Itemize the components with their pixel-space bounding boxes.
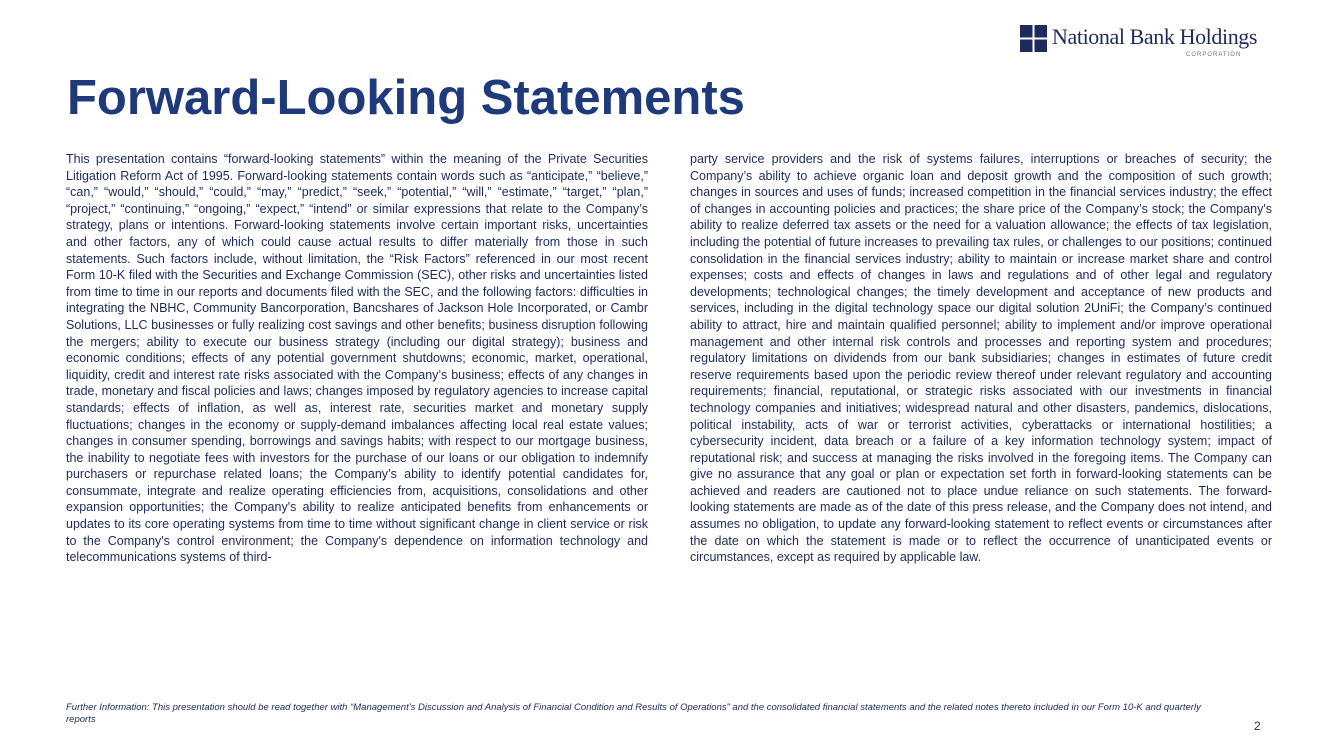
page-number: 2 [1254, 719, 1261, 733]
four-square-grid-icon [1020, 25, 1047, 52]
footer-note: Further Information: This presentation should be read together with “Management’s Discussion and Analysis of Financial Condition and Results of Operations” and the consolidated financial statements and the related notes thereto included in our Form 10-K and quarterly reports [66, 702, 1201, 725]
company-logo [1020, 22, 1270, 62]
logo-name: National Bank Holdings [1052, 24, 1258, 49]
body-text-right-column: party service providers and the risk of systems failures, interruptions or breaches of security; the Company’s ability to achieve organic loan and deposit growth and the composition of such growth; changes in sources and uses of funds; increased competition in the financial services industry; the effect of changes in accounting policies and practices; the share price of the Company’s stock; the Company's ability to realize deferred tax assets or the need for a valuation allowance; the effects of tax legislation, including the potential of future increases to prevailing tax rules, or challenges to our positions; continued consolidation in the financial services industry; ability to maintain or increase market share and control expenses; costs and effects of changes in laws and regulations and of other legal and regulatory developments; technological changes; the timely development and acceptance of new products and services, including in the digital technology space our digital solution 2UniFi; the Company’s continued ability to attract, hire and maintain qualified personnel; ability to implement and/or improve operational management and other internal risk controls and processes and reporting system and procedures; regulatory limitations on dividends from our bank subsidiaries; changes in estimates of future credit reserve requirements based upon the periodic review thereof under relevant regulatory and accounting requirements; financial, reputational, or strategic risks associated with our investments in financial technology companies and initiatives; widespread natural and other disasters, pandemics, dislocations, political instability, acts of war or terrorist activities, cyberattacks or international hostilities; a cybersecurity incident, data breach or a failure of a key information technology system; impact of reputational risk; and success at managing the risks involved in the foregoing items. The Company can give no assurance that any goal or plan or expectation set forth in forward-looking statements can be achieved and readers are cautioned not to place undue reliance on such statements. The forward-looking statements are made as of the date of this press release, and the Company does not intend, and assumes no obligation, to update any forward-looking statement to reflect events or circumstances after the date on which the statement is made or to reflect the occurrence of unanticipated events or circumstances, except as required by applicable law. [690, 152, 1272, 565]
body-text-left-column: This presentation contains “forward-looking statements” within the meaning of the Private Securities Litigation Reform Act of 1995. Forward-looking statements contain words such as “anticipate,” “believe,” “can,” “would,” “should,” “could,” “may,” “predict,” “seek,” “potential,” “will,” “estimate,” “target,” “plan,” “project,” “continuing,” “ongoing,” “expect,” “intend” or similar expressions that relate to the Company’s strategy, plans or intentions. Forward-looking statements involve certain important risks, uncertainties and other factors, any of which could cause actual results to differ materially from those in such statements. Such factors include, without limitation, the “Risk Factors” referenced in our most recent Form 10-K filed with the Securities and Exchange Commission (SEC), other risks and uncertainties listed from time to time in our reports and documents filed with the SEC, and the following factors: difficulties in integrating the NBHC, Community Bancorporation, Bancshares of Jackson Hole Incorporated, or Cambr Solutions, LLC businesses or fully realizing cost savings and other benefits; business disruption following the mergers; ability to execute our business strategy (including our digital strategy); business and economic conditions; effects of any potential government shutdowns; economic, market, operational, liquidity, credit and interest rate risks associated with the Company’s business; effects of any changes in trade, monetary and fiscal policies and laws; changes imposed by regulatory agencies to increase capital standards; effects of inflation, as well as, interest rate, securities market and monetary supply fluctuations; changes in the economy or supply-demand imbalances affecting local real estate values; changes in consumer spending, borrowings and savings habits; with respect to our mortgage business, the inability to negotiate fees with investors for the purchase of our loans or our obligation to indemnify purchasers or repurchase related loans; the Company’s ability to identify potential candidates for, consummate, integrate and realize operating efficiencies from, acquisitions, consolidations and other expansion opportunities; the Company's ability to realize anticipated benefits from enhancements or updates to its core operating systems from time to time without significant change in client service or risk to the Company's control environment; the Company's dependence on information technology and telecommunications systems of third- [66, 152, 648, 565]
logo-subtitle: CORPORATION [1186, 52, 1242, 58]
page-title: Forward-Looking Statements [67, 71, 745, 125]
